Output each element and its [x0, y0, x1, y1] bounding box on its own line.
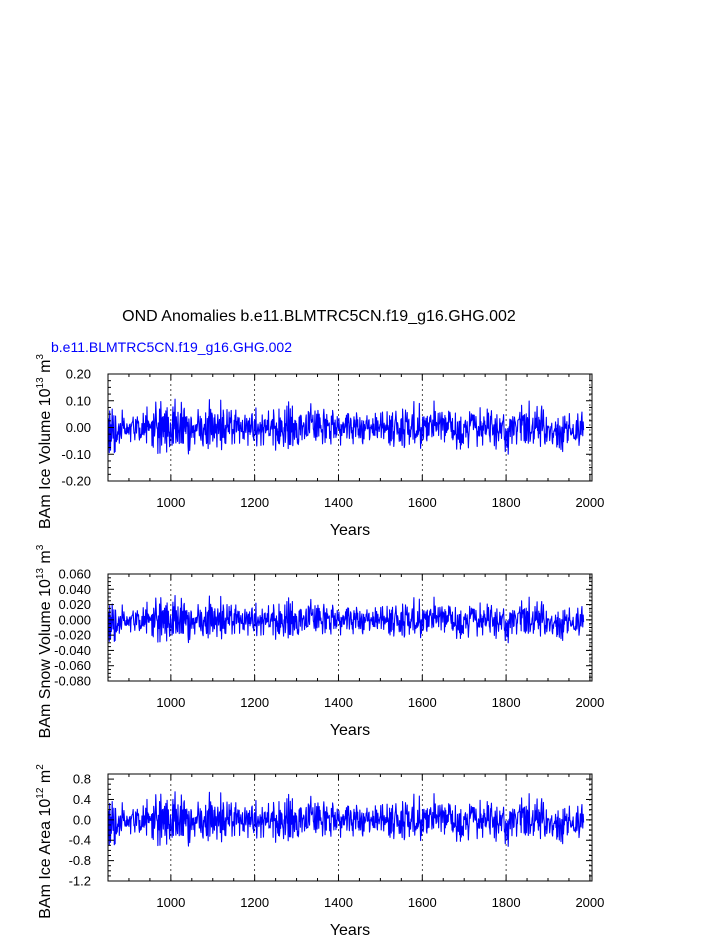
- y-tick-label: -0.10: [61, 446, 91, 462]
- data-series-line: [108, 596, 584, 643]
- y-tick-label: 0.000: [58, 612, 91, 628]
- y-tick-label: -0.040: [54, 642, 91, 658]
- x-tick-label: 1600: [407, 495, 437, 510]
- y-tick-label: 0.10: [65, 393, 91, 409]
- x-tick-label: 2000: [575, 695, 605, 710]
- x-axis-label: Years: [329, 722, 371, 739]
- data-series-line: [108, 399, 584, 454]
- y-axis-label: BAm Ice Volume $10^{13}$ $m^3$: [35, 354, 54, 529]
- x-axis-label: Years: [329, 522, 371, 539]
- y-tick-label: 0.8: [72, 771, 91, 787]
- chart-panel-2: [35, 544, 604, 739]
- case-label: b.e11.BLMTRC5CN.f19_g16.GHG.002: [51, 339, 292, 355]
- x-tick-label: 1200: [240, 695, 270, 710]
- chart-panel-3: [35, 764, 604, 935]
- y-tick-label: 0.00: [65, 420, 91, 435]
- x-tick-label: 1000: [156, 895, 186, 910]
- y-tick-label: -0.20: [61, 473, 91, 489]
- x-tick-label: 1600: [407, 695, 437, 710]
- x-tick-label: 1800: [491, 695, 521, 710]
- y-axis-label: BAm Ice Area $10^{12}$ $m^2$: [35, 764, 54, 919]
- x-tick-label: 1400: [324, 495, 353, 510]
- x-tick-label: 1200: [240, 495, 270, 510]
- x-tick-label: 1000: [156, 495, 186, 510]
- y-tick-label: -0.4: [68, 832, 91, 848]
- chart-panel-1: [35, 354, 604, 539]
- x-tick-label: 1400: [324, 695, 353, 710]
- x-tick-label: 1400: [324, 895, 353, 910]
- x-tick-label: 1600: [407, 895, 437, 910]
- chart-panels: [35, 354, 604, 935]
- y-tick-label: 0.20: [65, 366, 91, 382]
- x-tick-label: 1800: [491, 495, 521, 510]
- y-tick-label: -0.020: [54, 627, 91, 643]
- data-series-line: [108, 792, 584, 847]
- y-tick-label: 0.040: [58, 581, 91, 597]
- y-tick-label: -1.2: [68, 873, 91, 889]
- x-tick-label: 2000: [575, 495, 605, 510]
- chart-title: OND Anomalies b.e11.BLMTRC5CN.f19_g16.GHG.002: [122, 308, 516, 325]
- x-tick-label: 1800: [491, 895, 521, 910]
- y-tick-label: -0.080: [54, 673, 91, 689]
- y-tick-label: 0.020: [58, 597, 91, 613]
- y-tick-label: 0.060: [58, 566, 91, 582]
- y-tick-label: -0.8: [68, 853, 91, 869]
- y-tick-label: 0.4: [72, 791, 91, 807]
- x-tick-label: 1200: [240, 895, 270, 910]
- y-tick-label: 0.0: [72, 812, 91, 828]
- x-axis-label: Years: [329, 922, 371, 935]
- y-tick-label: -0.060: [54, 658, 91, 674]
- x-tick-label: 2000: [575, 895, 605, 910]
- x-tick-label: 1000: [156, 695, 186, 710]
- y-axis-label: BAm Snow Volume $10^{13}$ $m^3$: [35, 544, 54, 739]
